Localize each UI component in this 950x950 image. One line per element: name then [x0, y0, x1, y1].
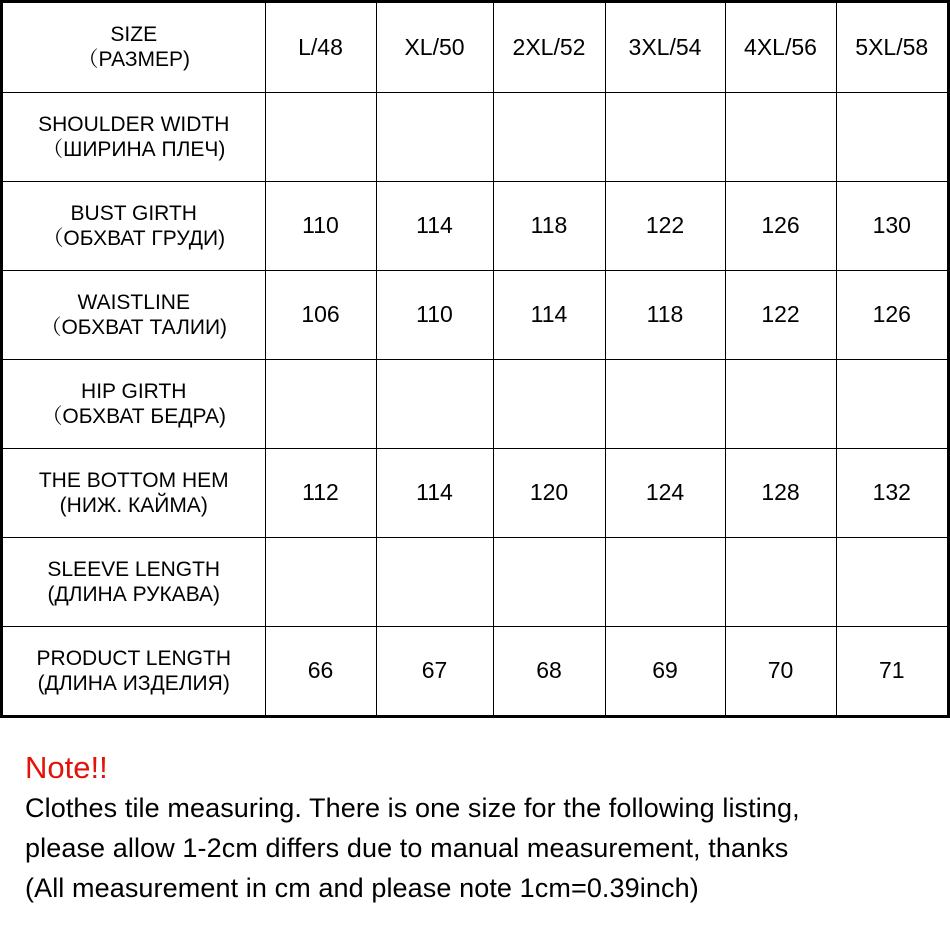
measurement-cell: [725, 537, 836, 626]
size-header-label-ru: （РАЗМЕР): [77, 48, 191, 72]
measurement-cell: 122: [725, 270, 836, 359]
measurement-cell: [265, 537, 376, 626]
measurement-cell: [493, 359, 605, 448]
measurement-cell: [605, 92, 725, 181]
note-section: [25, 748, 945, 908]
measurement-cell: 106: [265, 270, 376, 359]
measurement-cell: [605, 537, 725, 626]
row-label-en: THE BOTTOM HEM: [38, 468, 229, 492]
measurement-cell: 110: [265, 181, 376, 270]
measurement-cell: 128: [725, 448, 836, 537]
measurement-cell: [836, 92, 947, 181]
measurement-cell: [376, 92, 493, 181]
measurement-cell: 68: [493, 626, 605, 715]
measurement-cell: 126: [836, 270, 947, 359]
row-label-en: HIP GIRTH: [81, 379, 187, 403]
size-column-header: 4XL/56: [725, 3, 836, 92]
row-label-ru: (ДЛИНА РУКАВА): [47, 582, 221, 606]
row-label-ru: (НИЖ. КАЙМА): [59, 493, 208, 517]
table-row-sleeve-length: [3, 537, 947, 626]
measurement-cell: 70: [725, 626, 836, 715]
measurement-cell: 124: [605, 448, 725, 537]
measurement-cell: 120: [493, 448, 605, 537]
size-header-label: [3, 3, 265, 92]
row-label-ru: （ОБХВАТ ГРУДИ): [42, 226, 226, 250]
size-column-header: L/48: [265, 3, 376, 92]
row-label-en: SLEEVE LENGTH: [47, 557, 221, 581]
measurement-cell: [493, 92, 605, 181]
measurement-cell: 114: [376, 448, 493, 537]
table-row-product-length: [3, 626, 947, 715]
measurement-cell: [725, 92, 836, 181]
measurement-cell: 118: [605, 270, 725, 359]
row-label-en: SHOULDER WIDTH: [38, 112, 230, 136]
measurement-cell: [836, 537, 947, 626]
measurement-cell: 69: [605, 626, 725, 715]
header-row: [3, 3, 947, 92]
size-column-header: 2XL/52: [493, 3, 605, 92]
row-label: [3, 626, 265, 715]
row-label: [3, 181, 265, 270]
row-label-ru: （ОБХВАТ ТАЛИИ): [40, 315, 228, 339]
measurement-cell: 71: [836, 626, 947, 715]
table-row-hip-girth: [3, 359, 947, 448]
table-row-waistline: [3, 270, 947, 359]
measurement-cell: 126: [725, 181, 836, 270]
size-header-label-en: SIZE: [110, 23, 158, 47]
measurement-cell: [725, 359, 836, 448]
row-label-ru: （ШИРИНА ПЛЕЧ): [42, 137, 226, 161]
row-label-en: WAISTLINE: [77, 290, 190, 314]
row-label-ru: （ОБХВАТ БЕДРА): [41, 404, 227, 428]
note-title: Note!!: [25, 750, 108, 785]
measurement-cell: [605, 359, 725, 448]
measurement-cell: 112: [265, 448, 376, 537]
size-column-header: 5XL/58: [836, 3, 947, 92]
measurement-cell: 118: [493, 181, 605, 270]
measurement-cell: [376, 537, 493, 626]
measurement-cell: 130: [836, 181, 947, 270]
row-label: [3, 270, 265, 359]
row-label-ru: (ДЛИНА ИЗДЕЛИЯ): [37, 671, 230, 695]
row-label: [3, 92, 265, 181]
row-label: [3, 359, 265, 448]
row-label-en: BUST GIRTH: [70, 201, 197, 225]
measurement-cell: [265, 359, 376, 448]
size-chart-table: [3, 3, 947, 715]
measurement-cell: [836, 359, 947, 448]
note-line: (All measurement in cm and please note 1cm=0.39inch): [25, 873, 699, 903]
table-row-bottom-hem: [3, 448, 947, 537]
row-label: [3, 537, 265, 626]
measurement-cell: [376, 359, 493, 448]
measurement-cell: 114: [493, 270, 605, 359]
measurement-cell: 122: [605, 181, 725, 270]
measurement-cell: 132: [836, 448, 947, 537]
size-column-header: 3XL/54: [605, 3, 725, 92]
note-line: Clothes tile measuring. There is one size for the following listing,: [25, 793, 800, 823]
measurement-cell: [265, 92, 376, 181]
row-label: [3, 448, 265, 537]
table-row-bust-girth: [3, 181, 947, 270]
measurement-cell: 110: [376, 270, 493, 359]
row-label-en: PRODUCT LENGTH: [36, 646, 231, 670]
size-column-header: XL/50: [376, 3, 493, 92]
measurement-cell: 114: [376, 181, 493, 270]
measurement-cell: 66: [265, 626, 376, 715]
table-row-shoulder-width: [3, 92, 947, 181]
measurement-cell: 67: [376, 626, 493, 715]
note-line: please allow 1-2cm differs due to manual measurement, thanks: [25, 833, 789, 863]
measurement-cell: [493, 537, 605, 626]
